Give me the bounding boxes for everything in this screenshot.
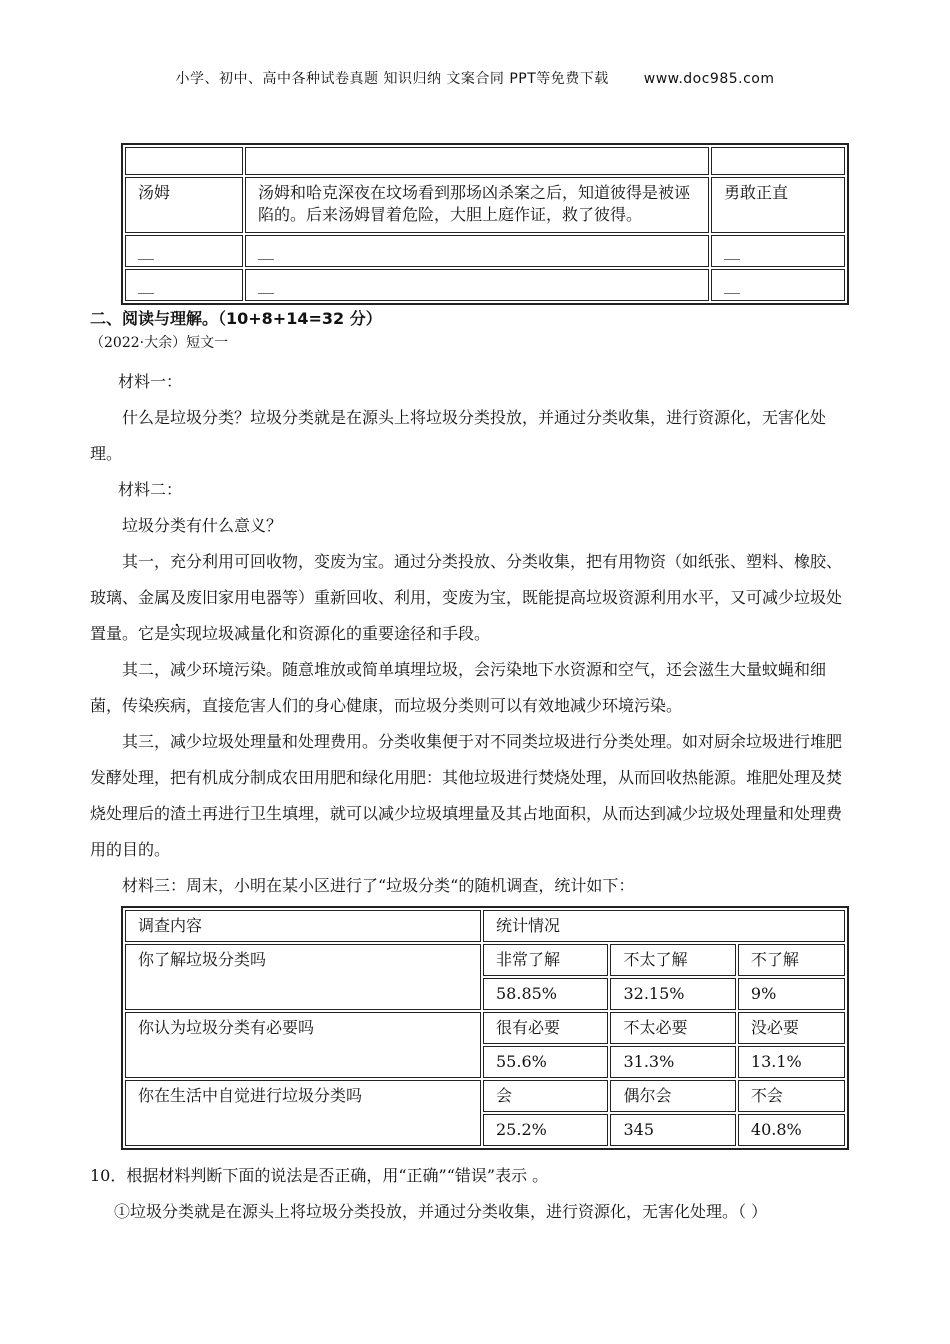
survey-value: 9% <box>738 978 845 1010</box>
blank-cell: __ <box>125 269 243 301</box>
paragraph-text: 其一，充分利用可回收物，变废为宝。通过分类投放、分类收集，把有用物资（如纸张、塑料、橡胶、玻璃、金属及废旧家用电器等）重新回收、利用，变废为宝，既能提高垃圾资源利用水平，又可减少垃圾处置量。 <box>90 552 843 643</box>
survey-question: 你认为垃圾分类有必要吗 <box>125 1012 481 1078</box>
survey-option: 没必要 <box>738 1012 845 1044</box>
survey-option: 很有必要 <box>483 1012 608 1044</box>
material2-label: 材料二： <box>118 480 183 499</box>
survey-option: 不太了解 <box>610 944 735 976</box>
material3-intro: 材料三：周末，小明在某小区进行了“垃圾分类“的随机调查，统计如下： <box>122 876 635 895</box>
header-cell: 调查内容 <box>125 910 481 942</box>
survey-question: 你了解垃圾分类吗 <box>125 944 481 1010</box>
table-cell <box>711 147 845 175</box>
survey-value: 32.15% <box>610 978 735 1010</box>
survey-option: 会 <box>483 1080 608 1112</box>
survey-option: 不了解 <box>738 944 845 976</box>
site-header <box>0 68 950 88</box>
material2-paragraph-2: 其二，减少环境污染。随意堆放或简单填埋垃圾，会污染地下水资源和空气，还会滋生大量蚊蝇和细菌，传染疾病，直接危害人们的身心健康，而垃圾分类则可以有效地减少环境污染。 <box>90 660 827 715</box>
site-url[interactable]: www.doc985.com <box>643 71 775 87</box>
survey-value: 25.2% <box>483 1114 608 1146</box>
blank-cell: __ <box>711 235 845 267</box>
material2-question: 垃圾分类有什么意义？ <box>122 516 283 535</box>
material1-label: 材料一： <box>118 372 183 391</box>
question-stem: 10．根据材料判断下面的说法是否正确，用“正确”“错误”表示 。 <box>90 1166 549 1185</box>
table-row <box>125 235 845 267</box>
survey-question: 你在生活中自觉进行垃圾分类吗 <box>125 1080 481 1146</box>
survey-value: 31.3% <box>610 1046 735 1078</box>
survey-option: 不会 <box>738 1080 845 1112</box>
character-name: 汤姆 <box>125 177 243 233</box>
paragraph-text: 是实现垃圾减量化和资源化的重要途径和手段。 <box>154 624 491 643</box>
table-row <box>125 944 845 976</box>
blank-cell: __ <box>125 235 243 267</box>
source-label: （2022·大余）短文一 <box>90 335 229 351</box>
survey-value: 345 <box>610 1114 735 1146</box>
material2-paragraph-1 <box>90 544 850 652</box>
character-trait: 勇敢正直 <box>711 177 845 233</box>
character-table <box>121 143 849 305</box>
emphasized-word: 它 · <box>138 624 154 643</box>
site-header-text: 小学、初中、高中各种试卷真题 知识归纳 文案合同 PPT等免费下载 <box>175 71 609 87</box>
table-row <box>125 269 845 301</box>
survey-option: 偶尔会 <box>610 1080 735 1112</box>
blank-cell: __ <box>245 269 709 301</box>
table-row <box>125 177 845 233</box>
survey-value: 13.1% <box>738 1046 845 1078</box>
question-item-1: ①垃圾分类就是在源头上将垃圾分类投放，并通过分类收集，进行资源化，无害化处理。（ ） <box>114 1202 768 1221</box>
table-row <box>125 1080 845 1112</box>
table-row <box>125 147 845 175</box>
blank-cell: __ <box>711 269 845 301</box>
survey-value: 40.8% <box>738 1114 845 1146</box>
character-event: 汤姆和哈克深夜在坟场看到那场凶杀案之后，知道彼得是被诬陷的。后来汤姆冒着危险，大胆上庭作证，救了彼得。 <box>245 177 709 233</box>
survey-value: 58.85% <box>483 978 608 1010</box>
survey-value: 55.6% <box>483 1046 608 1078</box>
material1-text: 什么是垃圾分类？垃圾分类就是在源头上将垃圾分类投放，并通过分类收集，进行资源化，无害化处理。 <box>90 408 827 463</box>
survey-option: 不太必要 <box>610 1012 735 1044</box>
section-title: 二、阅读与理解。（10+8+14=32 分） <box>90 309 382 328</box>
question-10 <box>90 1158 850 1230</box>
blank-cell: __ <box>245 235 709 267</box>
table-cell <box>125 147 243 175</box>
header-cell: 统计情况 <box>483 910 845 942</box>
survey-option: 非常了解 <box>483 944 608 976</box>
table-header-row <box>125 910 845 942</box>
passage-body <box>90 364 850 904</box>
survey-table <box>121 906 849 1150</box>
material2-paragraph-3: 其三，减少垃圾处理量和处理费用。分类收集便于对不同类垃圾进行分类处理。如对厨余垃圾进行堆肥发酵处理，把有机成分制成农田用肥和绿化用肥：其他垃圾进行焚烧处理，从而回收热能源。堆肥处理及焚烧处理后的渣土再进行卫生填埋，就可以减少垃圾填埋量及其占地面积，从而达到减少垃圾处理量和处理费用的目的。 <box>90 732 843 859</box>
table-cell <box>245 147 709 175</box>
table-row <box>125 1012 845 1044</box>
